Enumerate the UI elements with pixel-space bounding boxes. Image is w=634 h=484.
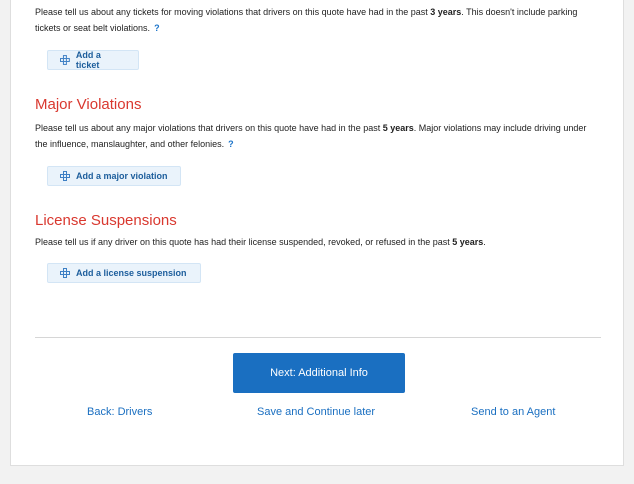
add-license-suspension-button[interactable] [47,263,201,283]
plus-circle-icon [60,268,70,278]
major-violations-title: Major Violations [35,96,142,113]
major-violations-description [35,120,601,152]
add-ticket-button[interactable] [47,50,139,70]
send-to-agent-link[interactable]: Send to an Agent [471,406,556,418]
add-ticket-label: Add a ticket [75,50,101,70]
add-major-violation-label: Add a major violation [76,171,168,181]
tickets-years: 3 years [430,7,462,17]
major-help-icon[interactable]: ? [228,139,234,149]
back-drivers-link[interactable]: Back: Drivers [87,406,153,418]
tickets-desc-text: Please tell us about any tickets for moving violations that drivers on this quote have had in the past [35,7,431,17]
tickets-desc-text-end: . This doesn't include parking tickets or seat belt violations. [35,7,578,33]
form-card [10,0,624,466]
save-continue-later-link[interactable]: Save and Continue later [257,406,376,418]
license-suspensions-description [35,234,601,250]
suspension-desc-text: Please tell us if any driver on this quote has had their license suspended, revoked, or refused in the past [35,237,453,247]
add-license-suspension-label: Add a license suspension [76,268,187,278]
major-desc-text-end: . Major violations may include driving under the influence, manslaughter, and other felonies. [35,123,587,149]
tickets-description [35,4,601,36]
plus-circle-icon [60,171,70,181]
suspension-years: 5 years [452,237,484,247]
next-additional-info-button[interactable]: Next: Additional Info [233,353,405,393]
suspension-desc-text-end: . [483,237,486,247]
section-divider [35,337,601,338]
plus-circle-icon [60,55,70,65]
major-desc-text: Please tell us about any major violations that drivers on this quote have had in the past [35,123,383,133]
license-suspensions-title: License Suspensions [35,212,177,229]
add-major-violation-button[interactable] [47,166,181,186]
tickets-help-icon[interactable]: ? [154,23,160,33]
major-years: 5 years [382,123,414,133]
